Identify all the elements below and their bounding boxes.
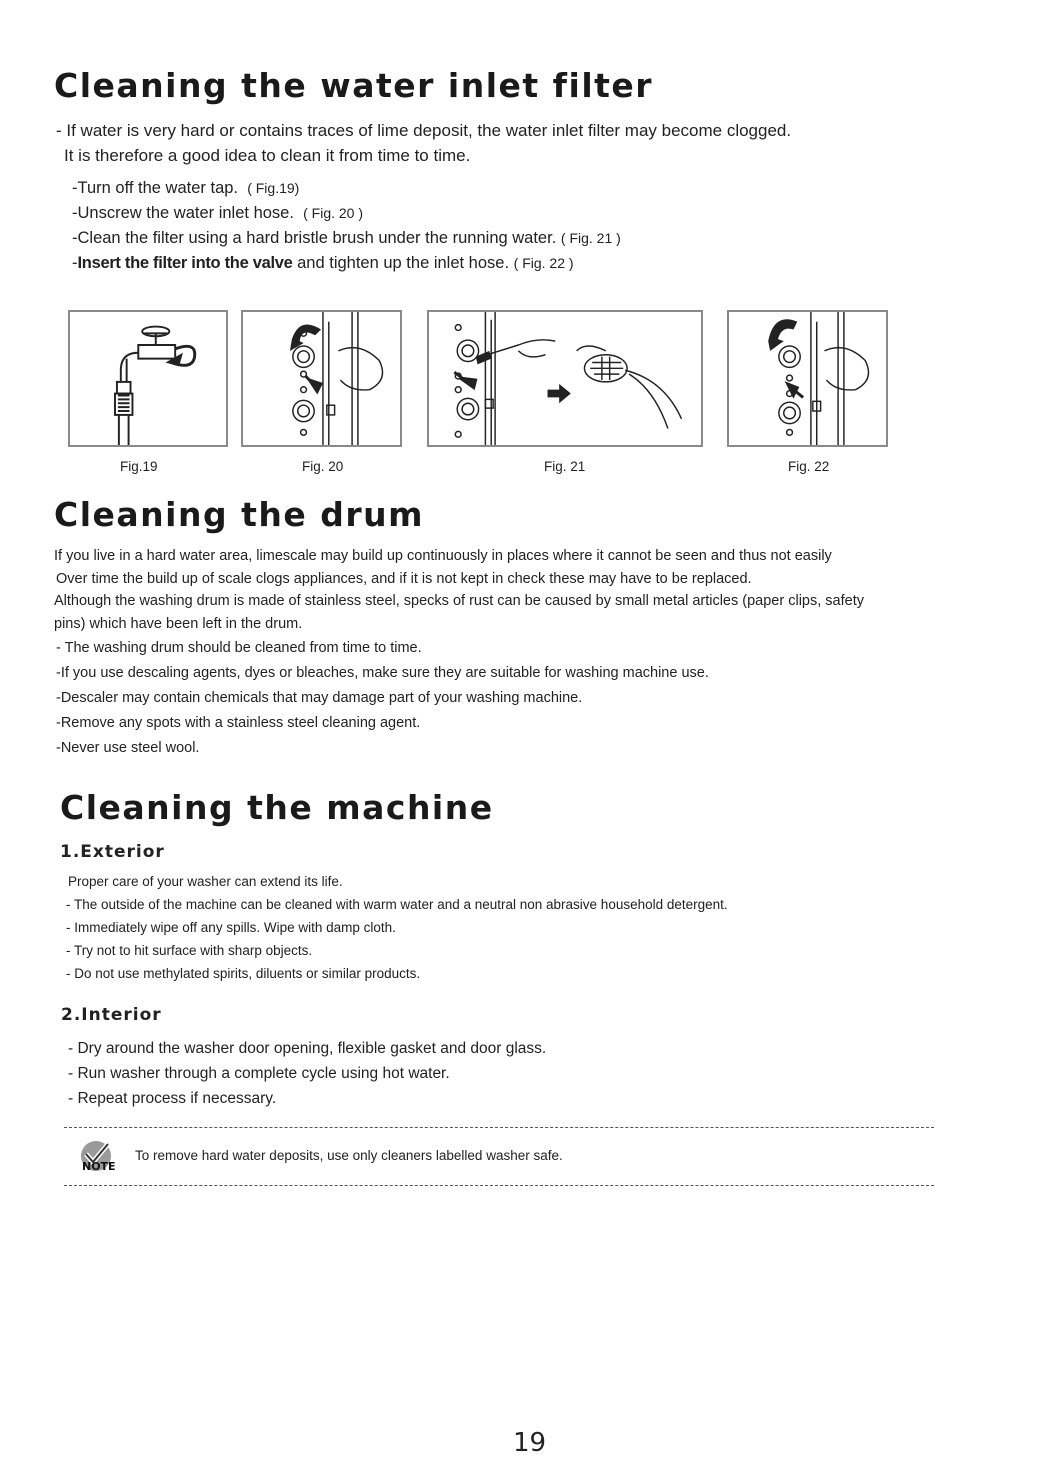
exterior-line: - The outside of the machine can be cleaned with warm water and a neutral non abrasive household detergent.: [66, 897, 728, 912]
drum-paragraph-line: Although the washing drum is made of stainless steel, specks of rust can be caused by small metal articles (paper clips, safety: [54, 593, 864, 609]
inlet-intro-line-1: - If water is very hard or contains traces of lime deposit, the water inlet filter may become clogged.: [56, 121, 792, 140]
drum-bullet: -Remove any spots with a stainless steel cleaning agent.: [56, 715, 421, 731]
fig-20-image: [241, 310, 402, 447]
drum-bullet: -If you use descaling agents, dyes or bleaches, make sure they are suitable for washing machine use.: [56, 665, 709, 681]
drum-paragraph-line: Over time the build up of scale clogs appliances, and if it is not kept in check these may have to be replaced.: [56, 570, 752, 587]
fig-22-image: [727, 310, 888, 447]
clean-filter-icon: [429, 312, 701, 445]
drum-bullet: -Never use steel wool.: [56, 740, 200, 756]
drum-paragraph-line: pins) which have been left in the drum.: [54, 615, 303, 632]
inlet-section-title: Cleaning the water inlet filter: [54, 66, 654, 105]
unscrew-hose-icon: [243, 312, 400, 445]
drum-bullets: [56, 636, 709, 761]
interior-heading: 2.Interior: [61, 1005, 162, 1025]
machine-section-title: Cleaning the machine: [60, 788, 494, 827]
interior-list: [68, 1036, 546, 1111]
note-bottom-divider: [64, 1185, 934, 1186]
drum-bullet: -Descaler may contain chemicals that may damage part of your washing machine.: [56, 690, 583, 706]
interior-line: - Repeat process if necessary.: [68, 1090, 277, 1107]
inlet-step-2: -Unscrew the water inlet hose. ( Fig. 20 ): [72, 204, 364, 222]
note-top-divider: [64, 1127, 934, 1128]
insert-filter-icon: [729, 312, 886, 445]
exterior-list: [66, 870, 728, 985]
inlet-step-1: -Turn off the water tap. ( Fig.19): [72, 179, 300, 197]
interior-line: - Run washer through a complete cycle using hot water.: [68, 1065, 450, 1082]
exterior-line: - Immediately wipe off any spills. Wipe with damp cloth.: [66, 920, 396, 935]
inlet-step-4: -Insert the filter into the valve and tighten up the inlet hose. ( Fig. 22 ): [72, 254, 574, 272]
fig-21-image: [427, 310, 703, 447]
exterior-line: - Do not use methylated spirits, diluents or similar products.: [66, 966, 421, 981]
inlet-step-3: -Clean the filter using a hard bristle brush under the running water. ( Fig. 21 ): [72, 229, 621, 247]
fig-22-caption: Fig. 22: [788, 459, 830, 474]
drum-section-title: Cleaning the drum: [54, 495, 425, 534]
exterior-heading: 1.Exterior: [60, 842, 165, 862]
fig-20-caption: Fig. 20: [302, 459, 344, 474]
tap-icon: [70, 312, 226, 445]
fig-21-caption: Fig. 21: [544, 459, 586, 474]
fig-19-image: [68, 310, 228, 447]
exterior-line: - Try not to hit surface with sharp objects.: [66, 943, 313, 958]
drum-paragraph: [54, 545, 864, 635]
page-number: 19: [513, 1428, 547, 1458]
fig-19-caption: Fig.19: [120, 459, 158, 474]
drum-bullet: - The washing drum should be cleaned from time to time.: [56, 640, 422, 656]
inlet-steps-list: [72, 176, 621, 276]
interior-line: - Dry around the washer door opening, flexible gasket and door glass.: [68, 1040, 547, 1057]
note-icon: [76, 1138, 120, 1178]
exterior-line: Proper care of your washer can extend its life.: [68, 874, 343, 889]
drum-paragraph-line: If you live in a hard water area, limescale may build up continuously in places where it cannot be seen and thus not easily: [54, 548, 832, 564]
note-label: NOTE: [82, 1160, 116, 1173]
inlet-intro-line-2: It is therefore a good idea to clean it from time to time.: [64, 146, 471, 165]
note-text: To remove hard water deposits, use only cleaners labelled washer safe.: [135, 1148, 563, 1163]
